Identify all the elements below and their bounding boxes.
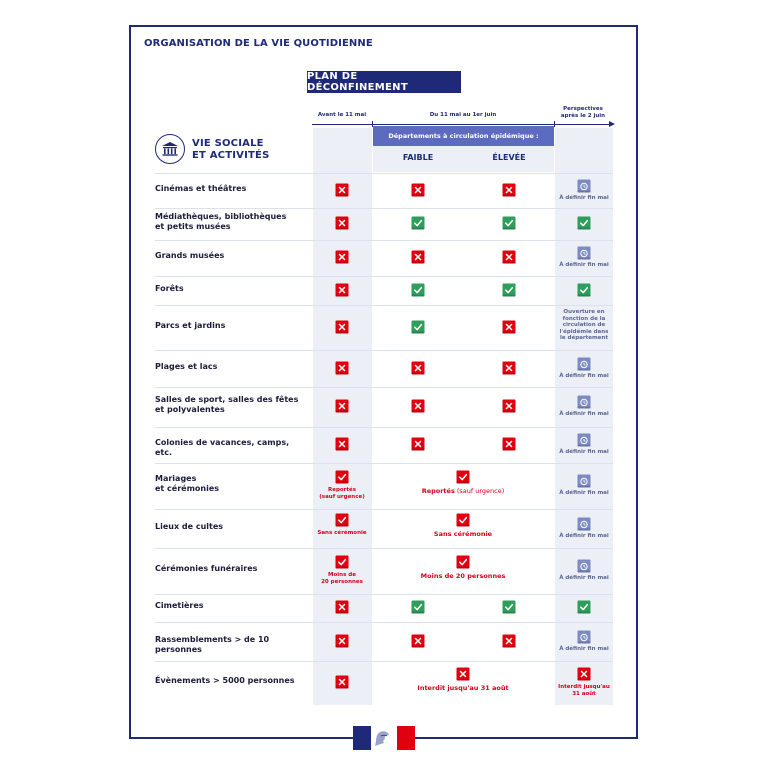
after-note: À définir fin mai [559, 645, 609, 652]
row-divider [155, 548, 613, 549]
timeline-arrow-icon [609, 121, 615, 127]
allowed-check-icon [577, 216, 591, 230]
header-before-date: Avant le 11 mai [317, 112, 367, 118]
level-low-label: FAIBLE [402, 153, 434, 162]
forbidden-cross-icon [502, 437, 516, 451]
allowed-check-icon [502, 283, 516, 297]
header-after-date: Perspectives après le 2 juin [560, 106, 606, 119]
level-high-label: ÉLEVÉE [492, 153, 526, 162]
allowed-check-icon [411, 320, 425, 334]
department-banner: Départements à circulation épidémique : [373, 126, 554, 146]
forbidden-cross-icon [502, 361, 516, 375]
forbidden-cross-icon [411, 399, 425, 413]
row-label: Parcs et jardins [155, 320, 226, 330]
marianne-logo [353, 726, 415, 750]
row-label: Mariages et cérémonies [155, 474, 220, 493]
to-be-defined-icon [577, 630, 591, 644]
forbidden-cross-icon [335, 183, 349, 197]
forbidden-cross-icon [335, 320, 349, 334]
row-label: Forêts [155, 283, 184, 293]
row-label: Rassemblements > de 10 personnes [155, 634, 270, 654]
row-divider [155, 622, 613, 623]
timeline-line [312, 124, 612, 125]
to-be-defined-icon [577, 357, 591, 371]
before-note: Sans cérémonie [317, 529, 367, 536]
row-divider [155, 350, 613, 351]
partial-status-icon [456, 470, 470, 484]
forbidden-cross-icon [335, 675, 349, 689]
after-note: À définir fin mai [559, 532, 609, 539]
to-be-defined-icon [577, 179, 591, 193]
row-divider [155, 427, 613, 428]
row-label: Cinémas et théâtres [155, 183, 247, 193]
forbidden-cross-icon [335, 216, 349, 230]
row-divider [155, 509, 613, 510]
row-label: Salles de sport, salles des fêtes et polyvalentes [155, 395, 299, 414]
forbidden-cross-icon [335, 283, 349, 297]
after-note: Interdit jusqu'au 31 août [558, 684, 610, 697]
allowed-check-icon [577, 600, 591, 614]
after-note: À définir fin mai [559, 194, 609, 201]
forbidden-cross-icon [502, 183, 516, 197]
to-be-defined-icon [577, 559, 591, 573]
partial-status-icon [335, 513, 349, 527]
before-column-shade [313, 128, 372, 705]
building-icon [155, 134, 185, 164]
after-note: À définir fin mai [559, 411, 609, 417]
forbidden-cross-icon [577, 667, 591, 681]
row-divider [155, 276, 613, 277]
forbidden-cross-icon [502, 250, 516, 264]
allowed-check-icon [502, 600, 516, 614]
row-label: Grands musées [155, 251, 225, 260]
row-label: Évènements > 5000 personnes [155, 676, 295, 685]
after-note: À définir fin mai [559, 372, 609, 379]
organisation-title: ORGANISATION DE LA VIE QUOTIDIENNE [144, 38, 373, 49]
row-divider [155, 173, 613, 174]
forbidden-cross-icon [502, 634, 516, 648]
row-label: Colonies de vacances, camps, etc. [155, 438, 290, 457]
header-during-date: Du 11 mai au 1er juin [429, 112, 497, 118]
partial-status-icon [335, 470, 349, 484]
forbidden-cross-icon [502, 320, 516, 334]
after-note: À définir fin mai [559, 449, 609, 455]
row-divider [155, 387, 613, 388]
allowed-check-icon [411, 283, 425, 297]
forbidden-cross-icon [335, 250, 349, 264]
to-be-defined-icon [577, 474, 591, 488]
forbidden-cross-icon [335, 634, 349, 648]
forbidden-cross-icon [411, 361, 425, 375]
plan-title: PLAN DE DÉCONFINEMENT [307, 71, 461, 93]
merged-note: Moins de 20 personnes [420, 572, 506, 580]
merged-note: Sans cérémonie [433, 529, 493, 538]
merged-note: Interdit jusqu'au 31 août [417, 684, 509, 692]
allowed-check-icon [411, 216, 425, 230]
row-divider [155, 661, 613, 662]
forbidden-cross-icon [456, 667, 470, 681]
marianne-profile-icon [371, 726, 397, 750]
forbidden-cross-icon [335, 437, 349, 451]
merged-note: Reportés (sauf urgence) [421, 487, 505, 495]
partial-status-icon [335, 555, 349, 569]
forbidden-cross-icon [411, 183, 425, 197]
after-note: À définir fin mai [559, 262, 609, 268]
timeline-tick [554, 121, 555, 127]
to-be-defined-icon [577, 395, 591, 409]
forbidden-cross-icon [335, 361, 349, 375]
allowed-check-icon [577, 283, 591, 297]
before-note: Moins de 20 personnes [321, 572, 363, 585]
row-divider [155, 463, 613, 464]
forbidden-cross-icon [411, 634, 425, 648]
before-note: Reportés (sauf urgence) [319, 487, 365, 500]
section-title: VIE SOCIALE ET ACTIVITÉS [192, 138, 270, 161]
row-divider [155, 208, 613, 209]
after-note: À définir fin mai [559, 490, 609, 496]
row-divider [155, 594, 613, 595]
row-label: Cimetières [155, 601, 204, 610]
row-label: Lieux de cultes [155, 521, 224, 531]
after-note: À définir fin mai [559, 575, 609, 581]
forbidden-cross-icon [335, 600, 349, 614]
row-label: Plages et lacs [155, 361, 218, 371]
partial-status-icon [456, 513, 470, 527]
forbidden-cross-icon [502, 399, 516, 413]
row-divider [155, 240, 613, 241]
forbidden-cross-icon [411, 250, 425, 264]
forbidden-cross-icon [335, 399, 349, 413]
row-divider [155, 305, 613, 306]
to-be-defined-icon [577, 246, 591, 260]
allowed-check-icon [502, 216, 516, 230]
forbidden-cross-icon [411, 437, 425, 451]
to-be-defined-icon [577, 433, 591, 447]
to-be-defined-icon [577, 517, 591, 531]
row-label: Cérémonies funéraires [155, 564, 258, 573]
partial-status-icon [456, 555, 470, 569]
row-label: Médiathèques, bibliothèques et petits musées [155, 212, 287, 231]
after-note: Ouverture en fonction de la circulation de l'épidémie dans le département [559, 309, 609, 341]
allowed-check-icon [411, 600, 425, 614]
